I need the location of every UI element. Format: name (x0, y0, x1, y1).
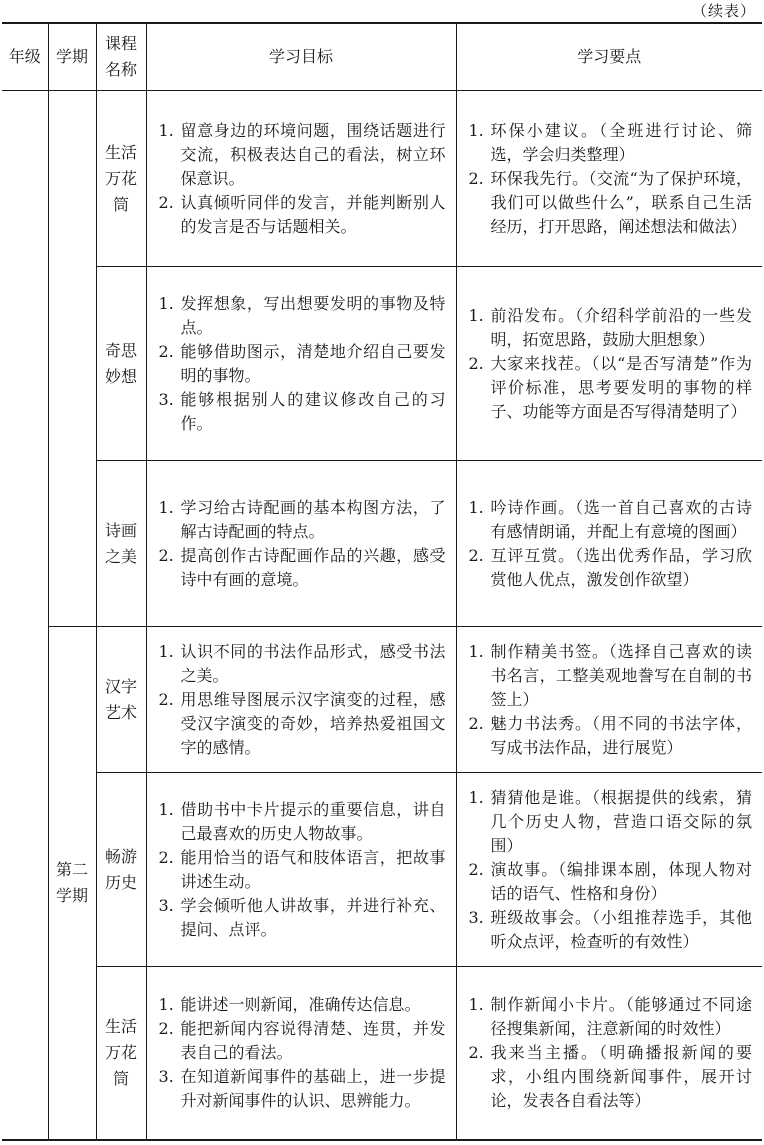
list-number: 2. (158, 847, 174, 867)
list-number: 1. (158, 293, 174, 313)
list-text: 能够根据别人的建议修改自己的习作。 (180, 389, 446, 433)
list-text: 认真倾听同伴的发言，并能判断别人的发言是否与话题相关。 (180, 192, 446, 236)
table-row (2, 91, 762, 267)
list-text: 演故事。（编排课本剧，体现人物对话的语气、性格和身份） (490, 859, 752, 903)
list-number: 3. (468, 907, 484, 927)
list-number: 3. (158, 1067, 174, 1086)
continued-label: （续表） (691, 2, 756, 20)
course-name: 生活万花筒 (105, 142, 138, 214)
course-name: 奇思妙想 (105, 340, 138, 386)
list-number: 2. (158, 689, 174, 709)
list-number: 1. (468, 641, 484, 661)
header-goals: 学习目标 (146, 23, 456, 91)
list-item (159, 191, 446, 239)
course-name: 畅游历史 (105, 846, 138, 892)
header-row (2, 23, 762, 91)
points-list (469, 304, 753, 424)
list-item (469, 993, 753, 1041)
list-text: 班级故事会。（小组推荐选手，其他听众点评，检查听的有效性） (490, 907, 752, 951)
goals-list (159, 798, 446, 942)
header-points: 学习要点 (456, 23, 762, 91)
list-text: 环保小建议。（全班进行讨论、筛选，学会归类整理） (490, 120, 752, 164)
goals-list (159, 292, 446, 436)
list-number: 2. (468, 713, 484, 733)
list-number: 1. (468, 787, 484, 807)
header-term: 学期 (48, 23, 96, 91)
points-cell (456, 773, 762, 967)
list-text: 前沿发布。（介绍科学前沿的一些发明，拓宽思路，鼓励大胆想象） (490, 305, 752, 349)
list-text: 我来当主播。（明确播报新闻的要求，小组内围绕新闻事件，展开讨论，发表各自看法等） (490, 1043, 752, 1110)
list-text: 制作新闻小卡片。（能够通过不同途径搜集新闻，注意新闻的时效性） (490, 995, 752, 1038)
list-number: 2. (468, 1043, 484, 1062)
list-number: 2. (158, 192, 174, 212)
points-cell (456, 627, 762, 773)
list-text: 学会倾听他人讲故事，并进行补充、提问、点评。 (180, 895, 446, 939)
list-number: 1. (158, 497, 174, 517)
list-item (469, 496, 753, 544)
list-number: 2. (468, 859, 484, 879)
list-item (469, 352, 753, 424)
list-text: 借助书中卡片提示的重要信息，讲自己最喜欢的历史人物故事。 (180, 799, 446, 843)
list-text: 学习给古诗配画的基本构图方法，了解古诗配画的特点。 (180, 497, 446, 541)
list-item (159, 340, 446, 388)
table-row (2, 773, 762, 967)
course-cell (96, 967, 146, 1141)
list-item (159, 1065, 446, 1113)
list-item (469, 167, 753, 239)
list-item (159, 640, 446, 688)
list-number: 1. (468, 120, 484, 140)
list-text: 能把新闻内容说得清楚、连贯，并发表自己的看法。 (180, 1019, 446, 1062)
list-item (159, 846, 446, 894)
list-number: 1. (468, 995, 484, 1014)
goals-list (159, 119, 446, 239)
header-course-label: 课程名称 (105, 34, 138, 79)
table-row (2, 967, 762, 1141)
list-item (469, 786, 753, 858)
list-item (159, 798, 446, 846)
list-item (469, 119, 753, 167)
course-cell (96, 773, 146, 967)
term2-label: 第二学期 (56, 860, 89, 905)
list-text: 在知道新闻事件的基础上，进一步提升对新闻事件的认识、思辨能力。 (180, 1067, 446, 1110)
list-item (469, 544, 753, 592)
list-text: 能讲述一则新闻，准确传达信息。 (180, 995, 421, 1014)
course-cell (96, 91, 146, 267)
goals-list (159, 496, 446, 592)
list-text: 魅力书法秀。（用不同的书法字体，写成书法作品，进行展览） (490, 713, 752, 757)
goals-cell (146, 773, 456, 967)
list-item (159, 496, 446, 544)
list-number: 2. (468, 353, 484, 373)
term2-cell (48, 627, 96, 1141)
course-name: 汉字艺术 (105, 676, 138, 722)
list-item (469, 1041, 753, 1113)
course-name: 生活万花筒 (105, 1017, 138, 1088)
list-number: 3. (158, 389, 174, 409)
goals-list (159, 993, 446, 1113)
list-number: 1. (158, 995, 174, 1014)
list-number: 1. (158, 120, 174, 140)
list-number: 1. (158, 641, 174, 661)
list-text: 猜猜他是谁。（根据提供的线索，猜几个历史人物，营造口语交际的氛围） (490, 787, 752, 855)
table-body (2, 91, 762, 1141)
list-item (159, 544, 446, 592)
header-grade: 年级 (2, 23, 48, 91)
list-text: 发挥想象，写出想要发明的事物及特点。 (180, 293, 446, 337)
goals-list (159, 640, 446, 760)
goals-cell (146, 267, 456, 461)
list-text: 吟诗作画。（选一首自己喜欢的古诗有感情朗诵，并配上有意境的图画） (490, 497, 752, 541)
list-item (469, 304, 753, 352)
goals-cell (146, 91, 456, 267)
curriculum-table (2, 22, 762, 1141)
list-text: 用思维导图展示汉字演变的过程，感受汉字演变的奇妙，培养热爱祖国文字的感情。 (180, 689, 446, 757)
list-number: 2. (158, 1019, 174, 1038)
table-row (2, 627, 762, 773)
points-cell (456, 267, 762, 461)
points-list (469, 993, 753, 1113)
list-number: 2. (468, 168, 484, 188)
points-list (469, 119, 753, 239)
list-item (159, 993, 446, 1017)
list-item (469, 858, 753, 906)
list-number: 1. (158, 799, 174, 819)
points-cell (456, 967, 762, 1141)
list-item (469, 906, 753, 954)
table-row (2, 267, 762, 461)
header-course (96, 23, 146, 91)
list-text: 制作精美书签。（选择自己喜欢的读书名言，工整美观地誊写在自制的书签上） (490, 641, 752, 709)
table-row (2, 461, 762, 627)
list-text: 大家来找茬。（以“是否写清楚”作为评价标准，思考要发明的事物的样子、功能等方面是否写得清楚明了） (490, 353, 752, 421)
term1-cell (48, 91, 96, 627)
list-number: 2. (468, 545, 484, 565)
list-text: 留意身边的环境问题，围绕话题进行交流，积极表达自己的看法，树立环保意识。 (180, 120, 446, 188)
points-list (469, 496, 753, 592)
points-list (469, 640, 753, 760)
course-cell (96, 627, 146, 773)
course-name: 诗画之美 (105, 520, 138, 566)
list-item (469, 712, 753, 760)
grade-cell (2, 91, 48, 1141)
goals-cell (146, 461, 456, 627)
list-number: 1. (468, 305, 484, 325)
course-cell (96, 461, 146, 627)
list-number: 3. (158, 895, 174, 915)
list-number: 2. (158, 341, 174, 361)
points-cell (456, 91, 762, 267)
list-text: 互评互赏。（选出优秀作品，学习欣赏他人优点，激发创作欲望） (490, 545, 752, 589)
list-text: 提高创作古诗配画作品的兴趣，感受诗中有画的意境。 (180, 545, 446, 589)
list-number: 2. (158, 545, 174, 565)
points-cell (456, 461, 762, 627)
list-item (159, 388, 446, 436)
list-item (159, 1017, 446, 1065)
list-item (159, 688, 446, 760)
list-item (159, 119, 446, 191)
points-list (469, 786, 753, 954)
goals-cell (146, 627, 456, 773)
list-number: 1. (468, 497, 484, 517)
list-item (469, 640, 753, 712)
list-text: 环保我先行。（交流“为了保护环境，我们可以做些什么”，联系自己生活经历，打开思路，阐述想法和做法） (490, 168, 752, 236)
list-text: 能够借助图示，清楚地介绍自己要发明的事物。 (180, 341, 446, 385)
goals-cell (146, 967, 456, 1141)
list-text: 能用恰当的语气和肢体语言，把故事讲述生动。 (180, 847, 446, 891)
list-item (159, 894, 446, 942)
list-text: 认识不同的书法作品形式，感受书法之美。 (180, 641, 446, 685)
course-cell (96, 267, 146, 461)
list-item (159, 292, 446, 340)
